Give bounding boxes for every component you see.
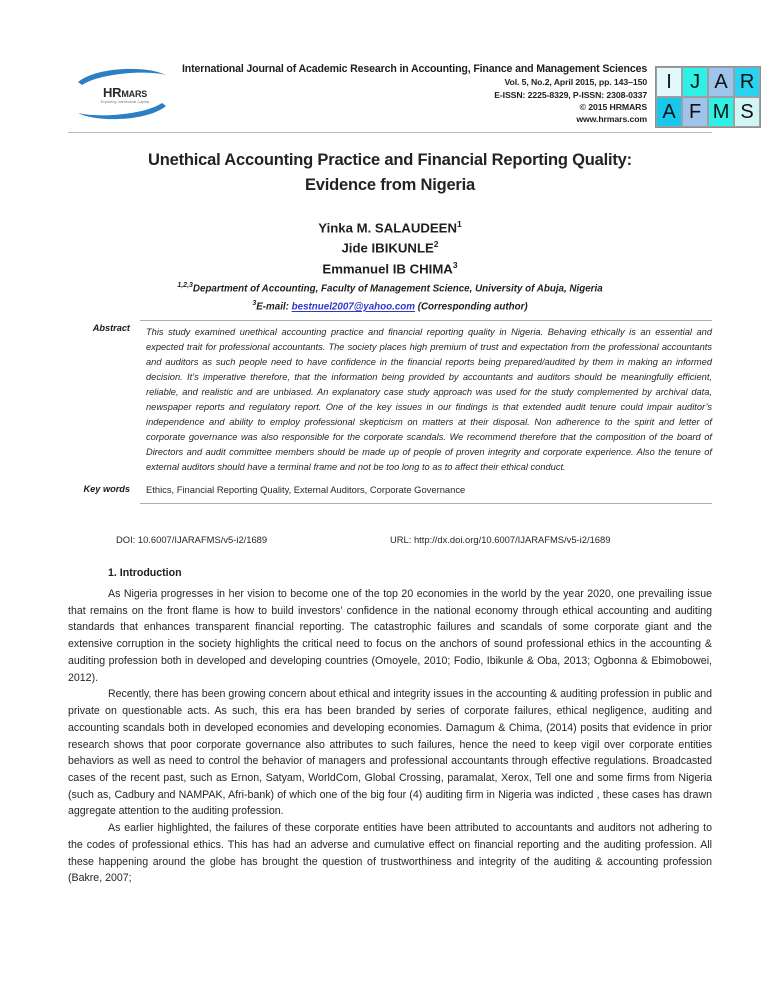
article-body xyxy=(68,566,712,887)
logo-hr-text: HR xyxy=(102,85,122,100)
logo-tagline: Exploring Intellectual Capital xyxy=(100,100,150,104)
ijarafms-cell-2: A xyxy=(708,67,734,97)
email-superscript: 3 xyxy=(252,300,257,308)
keywords-text: Ethics, Financial Reporting Quality, External Auditors, Corporate Governance xyxy=(146,484,466,496)
author-affiliation xyxy=(68,281,712,297)
abstract-row xyxy=(68,320,712,475)
logo-mars-text: MARS xyxy=(121,89,148,99)
author-3 xyxy=(68,259,712,279)
identifier-row xyxy=(68,534,712,545)
corresponding-author-note: (Corresponding author) xyxy=(415,301,528,313)
ijarafms-cell-7: S xyxy=(734,97,760,127)
author-3-superscript: 3 xyxy=(452,259,458,270)
author-block xyxy=(68,218,712,315)
ijarafms-badge xyxy=(655,62,761,132)
body-paragraph-3: As earlier highlighted, the failures of these corporate entities have been attributed to accountants and auditors not adhering to the codes of professional ethics. This has had an adverse and cumulative effect on financial reporting and the auditing profession. All these happening around the globe has brought the question of trustworthiness and integrity of the auditing & accounting profession (Bakre, 2007; xyxy=(68,822,712,885)
page-title-line-2: Evidence from Nigeria xyxy=(304,175,476,194)
email-label: E-mail: xyxy=(256,301,292,313)
ijarafms-cell-6: M xyxy=(708,97,734,127)
author-email-line xyxy=(68,299,712,315)
journal-copyright: © 2015 HRMARS xyxy=(579,101,648,112)
url-text[interactable]: URL: http://dx.doi.org/10.6007/IJARAFMS/v5-i2/1689 xyxy=(390,534,611,545)
page-title xyxy=(68,148,712,198)
ijarafms-cell-3: R xyxy=(734,67,760,97)
keywords-row xyxy=(68,481,712,503)
abstract-body xyxy=(140,320,712,475)
abstract-text: This study examined unethical accounting practice and financial reporting quality in Nigeria. Behaving ethically is an essential and expected trait for professional accountants. The society places high premium of trust and expectation from the professional accountants and auditors as such people need to have confidence in the financial reports being prepared/audited by them in making an informed decision. It’s imperative therefore, that the information being provided by accountants and auditors should be meaningfully efficient, reliable, and realistic and are unbiased. An explanatory case study approach was used for the study complemented by archival data, newspaper reports and regulatory report. One of the key issues in our findings is that extended audit tenure could impair auditor’s independence and ability to employ professional skepticism on matters at their disposal. Non adherence to the spirit and letter of corporate governance was also responsible for the corporate scandals. We recommend therefore that the composition of the board of Directors and audit committee members should be made up of people of proven integrity and corporate experience. Also the tenure of external auditors should have a terminal frame and not be too long to as to affect their ethical conduct. xyxy=(146,327,712,473)
masthead-text-block xyxy=(176,62,655,132)
author-2 xyxy=(68,238,712,258)
journal-volume: Vol. 5, No.2, April 2015, pp. 143–150 xyxy=(504,77,648,88)
hrmars-logo xyxy=(68,62,176,132)
author-1-name: Yinka M. SALAUDEEN xyxy=(318,220,457,236)
ijarafms-letter-grid xyxy=(655,66,761,128)
journal-issn: E-ISSN: 2225-8329, P-ISSN: 2308-0337 xyxy=(494,89,648,100)
corresponding-author-email-link[interactable]: bestnuel2007@yahoo.com xyxy=(291,301,415,313)
abstract-label: Abstract xyxy=(92,323,130,333)
ijarafms-cell-4: A xyxy=(656,97,682,127)
logo-swoosh-top-icon xyxy=(76,68,168,88)
doi-text: DOI: 10.6007/IJARAFMS/v5-i2/1689 xyxy=(116,534,268,545)
ijarafms-cell-0: I xyxy=(656,67,682,97)
section-heading-introduction: 1. Introduction xyxy=(108,567,182,579)
author-2-superscript: 2 xyxy=(433,239,439,250)
author-3-name: Emmanuel IB CHIMA xyxy=(322,261,453,277)
journal-masthead xyxy=(68,62,755,133)
keywords-label: Key words xyxy=(83,484,130,495)
page-title-line-1: Unethical Accounting Practice and Financial Reporting Quality: xyxy=(148,151,632,169)
author-1-superscript: 1 xyxy=(457,219,462,229)
ijarafms-cell-1: J xyxy=(682,67,708,97)
body-paragraph-1: As Nigeria progresses in her vision to become one of the top 20 economies in the world by the year 2020, one prevailing issue that remains on the front flame is how to build investors’ confidence in the national economy through ethical accounting and auditing standards that enhances transparent financial reporting. The catastrophic failures and scandals of some corporate giant and the extensive corruption in the society highlights the critical need to focus on the anchors of sound professional ethics in the accounting & auditing profession both in developed and developing countries (Omoyele, 2010; Fodio, Ibikunle & Oba, 2013; Ogbonna & Ebimobowei, 2012). xyxy=(68,587,712,684)
affiliation-superscript: 1,2,3 xyxy=(177,282,193,290)
journal-title: International Journal of Academic Research in Accounting, Finance and Management Sciences xyxy=(182,63,648,75)
author-1 xyxy=(68,218,712,238)
body-paragraph-2: Recently, there has been growing concern about ethical and integrity issues in the accounting & auditing profession in public and private on questionable acts. As such, this era has been branded by series of corporate failures, ethical negligence, auditing and accounting scandals both in developed economies and developing economies. Damagum & Chima, (2014) posits that evidence in prior research shows that poor corporate governance also attributes to such failures, hence the need to keep vigil over corporate entities behaviors as well as need to control the behavior of managers and professional accountants through effective regulations. Broadcasted cases of the recent past, such as Ernon, Satyam, WorldCom, Global Crossing, paramalat, Xerox, Tell one and some firms from Nigeria (such as, Cadbury and NAMPAK, Afri-bank) of which one of the big four (4) auditing firm in Nigeria was indicted , these cases has drawn aggregate attention to the auditing profession. xyxy=(68,688,712,818)
abstract-block xyxy=(68,320,712,504)
ijarafms-cell-5: F xyxy=(682,97,708,127)
keywords-body xyxy=(140,481,712,503)
journal-website: www.hrmars.com xyxy=(576,114,648,125)
affiliation-text: Department of Accounting, Faculty of Management Science, University of Abuja, Nigeria xyxy=(192,283,603,295)
author-2-name: Jide IBIKUNLE xyxy=(341,240,434,256)
